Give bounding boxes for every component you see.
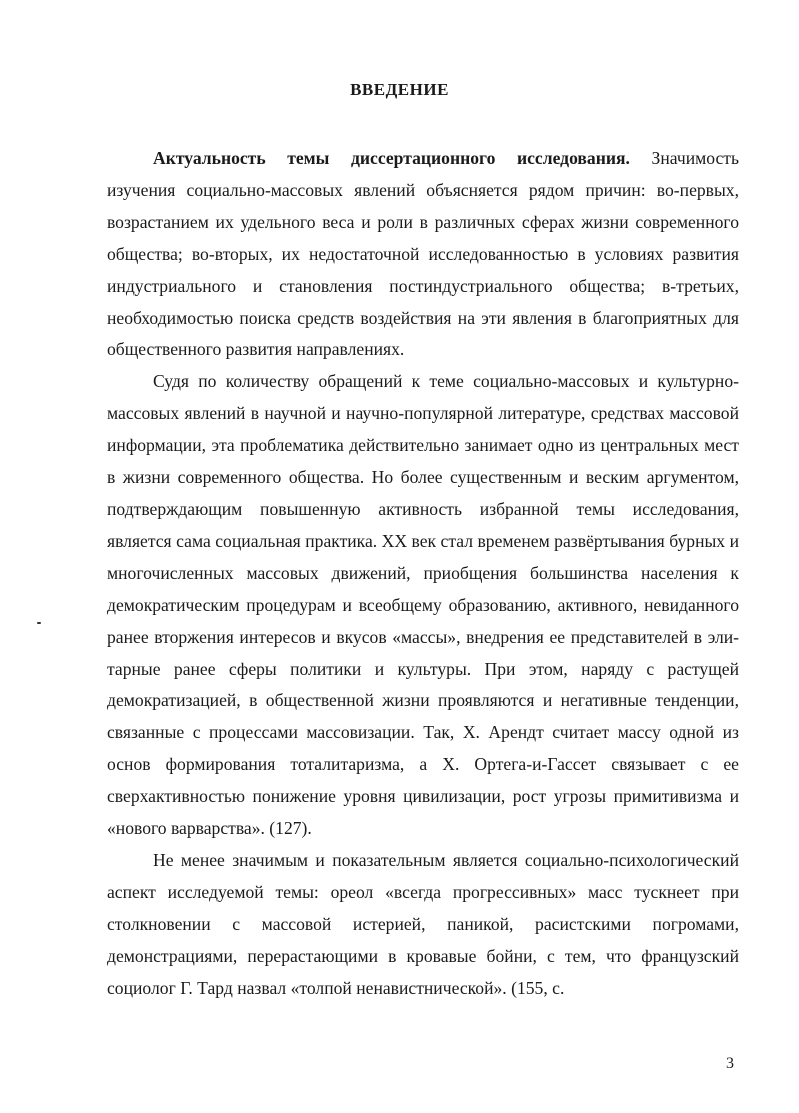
paragraph-psychological-aspect [107,845,739,1005]
paragraph-social-practice [107,366,739,845]
paragraph-text: Не менее значимым и показательным является социально-психологический аспект исследуемой темы: ореол «всегда прогрессивных» масс тускнеет при столкновении с массовой истерией, паникой, расистскими погромами, демонстрациями, перерастающими в кровавые бойни, с тем, что французский социолог Г. Тард назвал «толпой ненавистнической». (155, с. [107,849,739,998]
paragraph-text: Судя по количеству обращений к теме социально-массовых и культурно-массовых явлений в научной и научно-популярной литературе, средствах массовой информации, эта проблематика действительно занимает одно из центральных мест в жизни современного общества. Но более существенным и веским аргументом, подтверждающим повышенную активность избранной темы исследования, является сама социальная практика. XX век стал временем развёртывания бурных и многочисленных массовых движений, приобщения большинства населения к демократическим процедурам и всеобщему образованию, активного, невиданного ранее вторжения интересов и вкусов «массы», внедрения ее представителей в элитарные ранее сферы политики и культуры. При этом, наряду с растущей демократизацией, в общественной жизни проявляются и негативные тенденции, связанные с процессами массовизации. Так, X. Арендт считает массу одной из основ формирования тоталитаризма, а X. Ортега-и-Гассет связывает с ее сверхактивностью понижение уровня цивилизации, рост угрозы примитивизма и «нового варварства». (127). [107,371,739,839]
scan-mark [37,622,41,624]
paragraph-relevance [107,143,739,366]
page-number: 3 [726,1055,734,1072]
page-title: ВВЕДЕНИЕ [350,80,449,99]
document-body [107,143,739,1004]
paragraph-text: Значимость изучения социально-массовых явлений объясняется рядом причин: во-первых, возрастанием их удельного веса и роли в различных сферах жизни современного общества; во-вторых, их недостаточной исследованностью в условиях развития индустриального и становления постиндустриального общества; в-третьих, необходимостью поиска средств воздействия на эти явления в благоприятных для общественного развития направлениях. [107,148,740,360]
paragraph-lead: Актуальность темы диссертационного исследования. [153,148,630,168]
